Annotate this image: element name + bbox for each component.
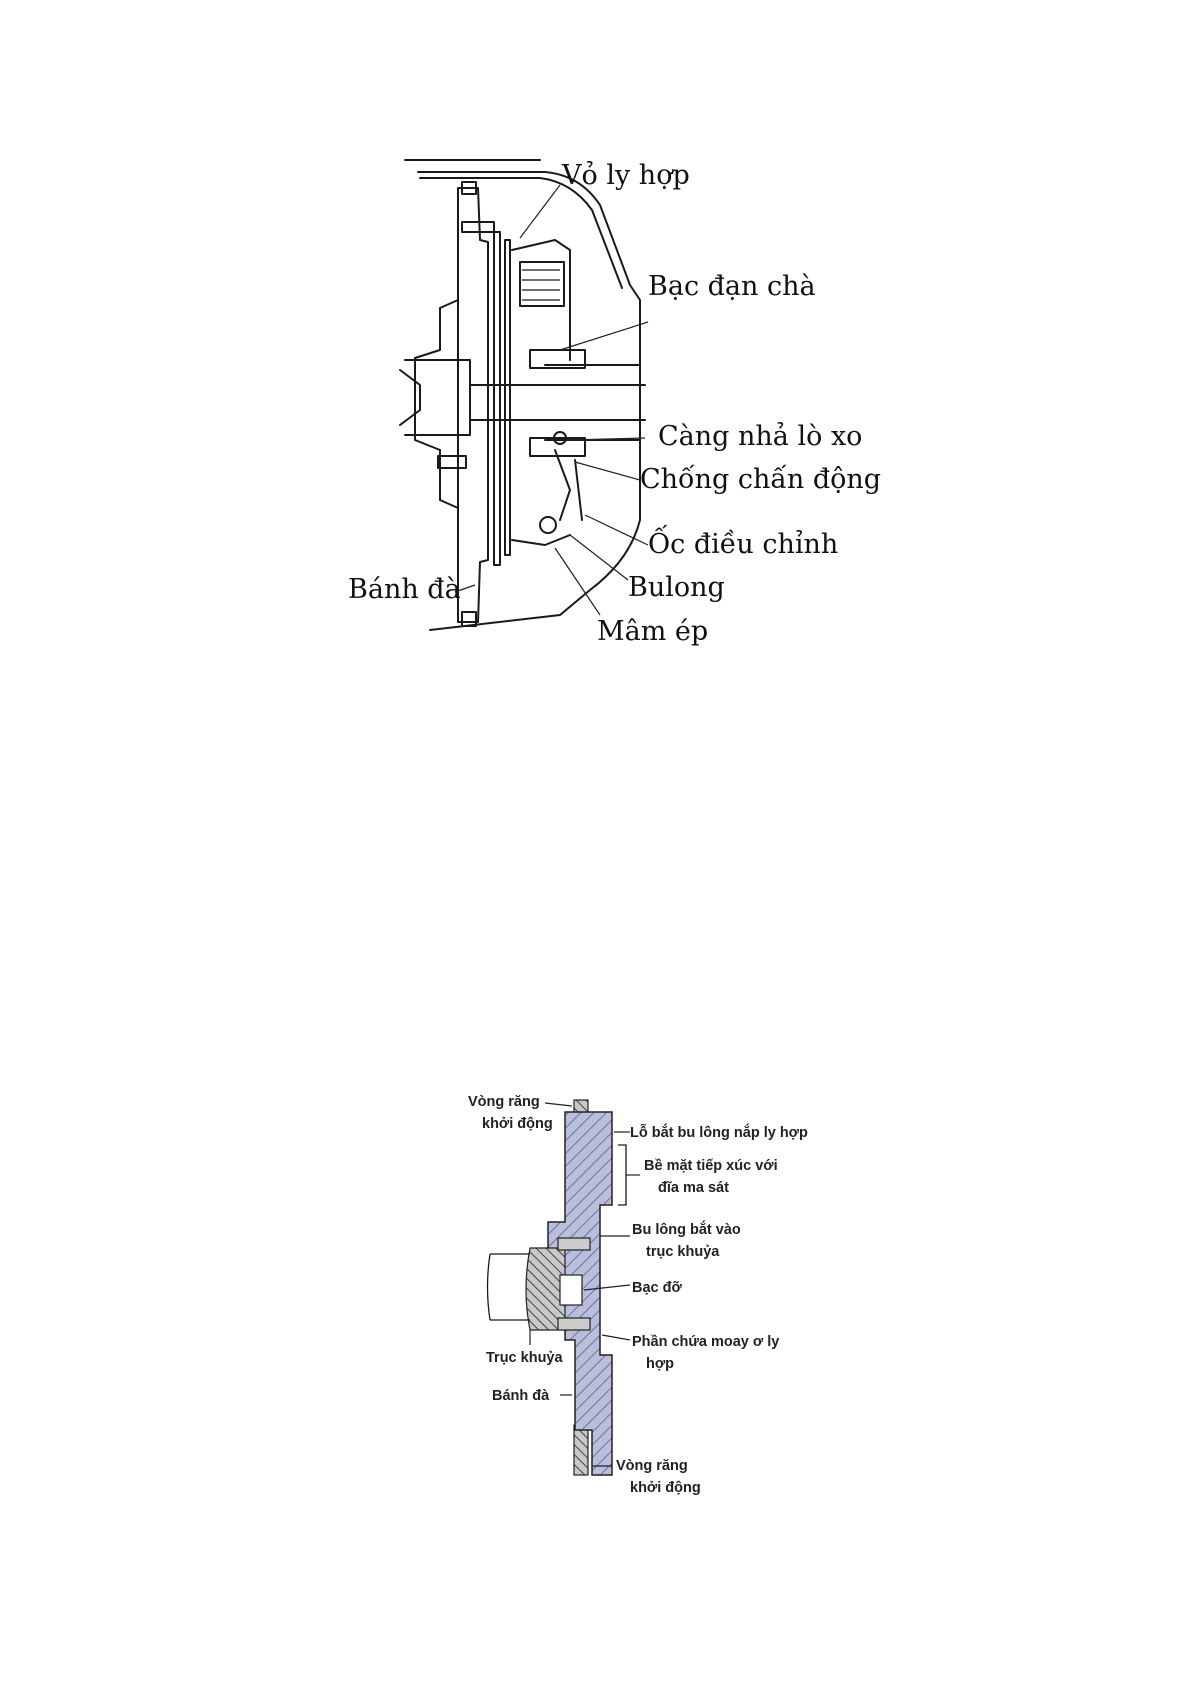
label-release-lever: Càng nhả lò xo [658,421,863,452]
label-bolt: Bulong [628,572,725,603]
label-clutch-cover: Vỏ ly hợp [562,160,690,191]
label-flywheel-1: Bánh đà [348,574,461,605]
flywheel-section-diagram [468,1094,808,1496]
label-pressure-plate: Mâm ép [597,616,709,647]
clutch-assembly-diagram [348,159,881,647]
label-flywheel-2: Bánh đà [492,1388,550,1404]
label-pilot-bearing: Bạc đỡ [632,1280,682,1296]
label-vibration-damper: Chống chấn động [640,464,882,495]
label-ring-gear-top: Vòng răng khởi động [468,1094,553,1132]
label-ring-gear-bottom: Vòng răng khởi động [616,1458,701,1496]
label-crankshaft: Trục khuỷa [486,1350,563,1366]
label-crank-bolt: Bu lông bắt vào trục khuỷa [632,1222,741,1260]
label-cover-bolt-hole: Lỗ bắt bu lông nắp ly hợp [630,1125,808,1141]
label-hub-recess: Phần chứa moay ơ ly hợp [632,1334,780,1372]
label-friction-surface: Bề mặt tiếp xúc với đĩa ma sát [644,1158,778,1196]
label-adjusting-nut: Ốc điều chỉnh [648,529,839,560]
label-release-bearing: Bạc đạn chà [648,271,816,302]
